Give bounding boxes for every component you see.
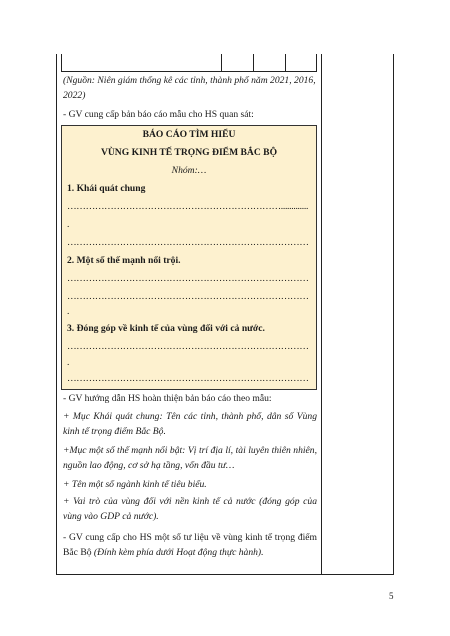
guide-item-3: + Tên một số ngành kinh tế tiêu biểu. xyxy=(63,479,207,490)
inner-table-bottom xyxy=(61,71,317,72)
report-section-3: 3. Đóng góp về kinh tế của vùng đối với cả nước. xyxy=(67,323,265,334)
report-dots-2b: …………………………………………………………………… xyxy=(67,291,309,302)
page-number: 5 xyxy=(389,591,394,601)
inner-table-left xyxy=(61,54,62,72)
report-dots-2c: . xyxy=(67,306,70,317)
table-border-middle xyxy=(321,54,322,575)
table-border-left xyxy=(56,54,57,575)
report-section-2: 2. Một số thế mạnh nổi trội. xyxy=(67,255,181,266)
guide-last-paragraph xyxy=(63,531,317,560)
report-dots-3c: …………………………………………………………………… xyxy=(67,373,309,384)
table-border-bottom xyxy=(56,574,394,575)
guide-intro: - GV hướng dẫn HS hoàn thiện bản báo cáo theo mẫu: xyxy=(63,393,272,404)
inner-table-col2 xyxy=(253,54,254,72)
report-dots-3a: …………………………………………………………………… xyxy=(67,341,309,352)
inner-table-col1 xyxy=(221,54,222,72)
report-dots-1a: ……………………………………………………………............. xyxy=(67,201,309,212)
report-title-2: VÙNG KINH TẾ TRỌNG ĐIỂM BẮC BỘ xyxy=(100,147,278,158)
guide-item-2: +Mục một số thế mạnh nổi bật: Vị trí địa lí, tài luyên thiên nhiên, nguồn lao động, cơ sở hạ tầng, vốn đầu tư… xyxy=(63,445,317,471)
intro-text: - GV cung cấp bản báo cáo mẫu cho HS quan sát: xyxy=(63,109,254,120)
guide-item-1: + Mục Khái quát chung: Tên các tỉnh, thành phố, dân số Vùng kinh tế trọng điểm Bắc Bộ. xyxy=(63,411,317,437)
report-group: Nhóm:… xyxy=(171,165,207,176)
guide-last-note: (Đính kèm phía dưới Hoạt động thực hành). xyxy=(93,546,264,558)
guide-last-text: - GV cung cấp cho HS một số tư liệu về vùng kinh tế trọng điểm Bắc Bộ xyxy=(63,532,317,558)
source-note: (Nguồn: Niên giám thống kê các tỉnh, thành phố năm 2021, 2016, 2022) xyxy=(63,75,316,101)
inner-table-col3 xyxy=(285,54,286,72)
table-border-right xyxy=(393,54,394,575)
inner-table-right xyxy=(316,54,317,72)
report-template-box xyxy=(61,125,317,390)
report-dots-3b: . xyxy=(67,357,70,368)
report-dots-2a: …………………………………………………………………… xyxy=(67,273,309,284)
report-dots-1b: . xyxy=(67,219,70,230)
guide-item-4: + Vai trò của vùng đối với nền kinh tế cả nước (đóng góp của vùng vào GDP cả nước). xyxy=(63,496,317,522)
report-dots-1c: …………………………………………………………………… xyxy=(67,237,309,248)
report-title-1: BÁO CÁO TÌM HIỂU xyxy=(142,129,236,140)
report-section-1: 1. Khái quát chung xyxy=(67,183,146,194)
